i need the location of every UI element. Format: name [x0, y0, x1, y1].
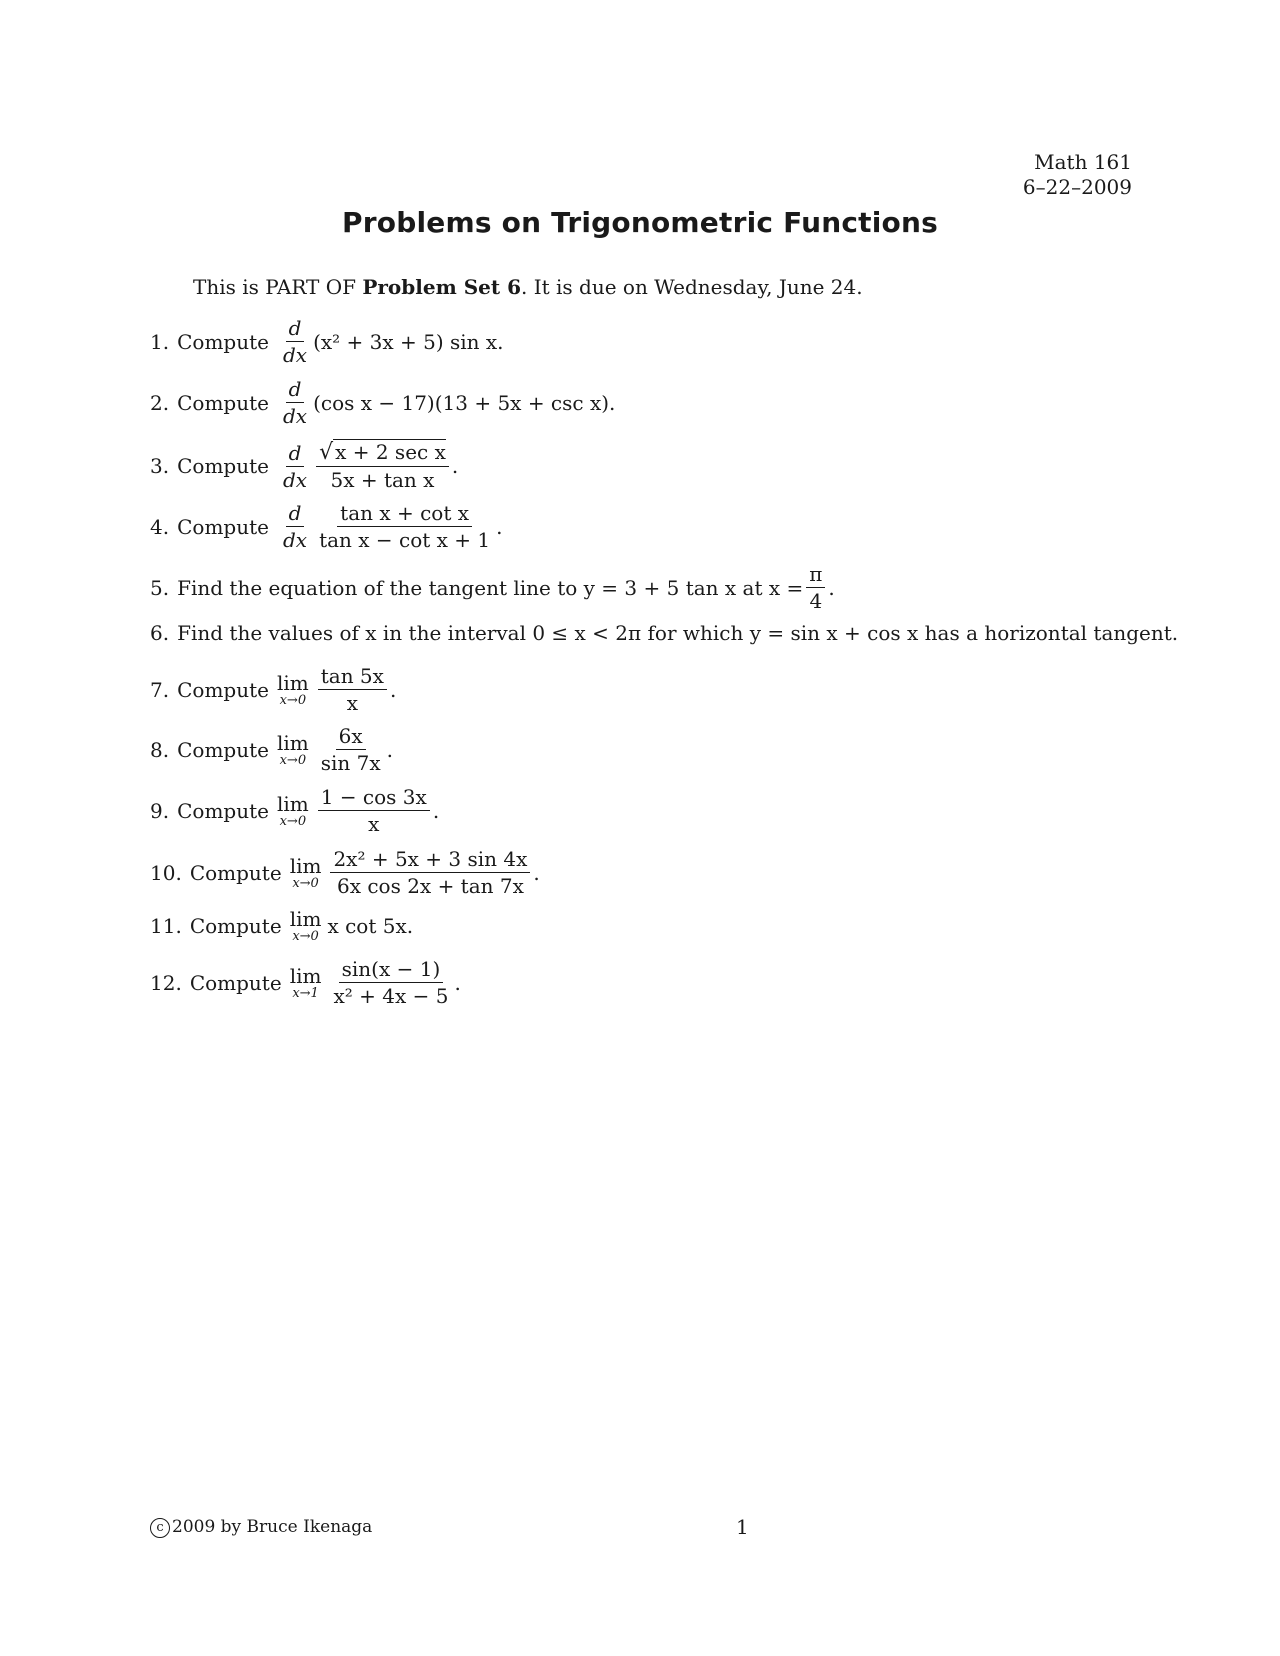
problem-verb: Compute — [177, 454, 269, 478]
derivative-operator — [280, 442, 310, 491]
problem-verb: Compute — [189, 914, 282, 938]
problem-number: 1. — [150, 329, 170, 354]
frac-denominator: sin 7x — [320, 751, 381, 775]
problem-expression: x cot 5x. — [327, 914, 414, 938]
problem-verb: Compute — [177, 737, 269, 762]
problem-expression: (cos x − 17)(13 + 5x + csc x). — [313, 390, 616, 415]
problem-number: 8. — [150, 737, 170, 762]
frac-numerator: π — [806, 563, 825, 588]
limit-operator — [277, 732, 309, 768]
problem-verb: Compute — [177, 390, 269, 415]
limit-label: lim — [276, 670, 309, 695]
problem-3 — [150, 441, 458, 491]
frac-denominator: 5x + tan x — [330, 468, 435, 492]
frac-denominator: dx — [282, 343, 308, 367]
frac-numerator: 6x — [336, 725, 366, 750]
problem-11 — [150, 908, 413, 944]
problem-10 — [150, 848, 540, 897]
problem-number: 5. — [150, 575, 170, 600]
problem-5 — [150, 563, 835, 612]
limit-operator — [277, 793, 309, 829]
limit-subscript: x→0 — [292, 875, 319, 891]
problem-number: 12. — [150, 970, 182, 995]
problem-number: 2. — [150, 390, 170, 415]
frac-numerator: d — [286, 378, 305, 403]
frac-numerator: d — [286, 317, 305, 342]
problem-12 — [150, 958, 461, 1007]
frac-denominator: 4 — [809, 589, 823, 613]
problem-verb: Compute — [177, 329, 269, 354]
quotient-fraction — [316, 502, 493, 551]
quotient-fraction — [316, 441, 449, 491]
problem-verb: Compute — [189, 970, 282, 995]
course-label: Math 161 — [1034, 150, 1132, 174]
problem-7 — [150, 665, 396, 714]
limit-subscript: x→0 — [279, 813, 307, 829]
page-title: Problems on Trigonometric Functions — [342, 206, 938, 239]
problem-text: Find the values of x in the interval 0 ≤ x < 2π for which y = sin x + cos x has a horizontal tangent. — [177, 621, 1179, 645]
problem-number: 3. — [150, 454, 170, 478]
problem-1 — [150, 317, 504, 366]
limit-operator — [290, 855, 322, 891]
problem-2 — [150, 378, 615, 427]
derivative-operator — [280, 378, 310, 427]
frac-denominator: dx — [282, 404, 308, 428]
frac-denominator: dx — [282, 467, 308, 492]
problem-verb: Compute — [189, 860, 282, 885]
limit-fraction — [330, 958, 451, 1007]
date-label: 6–22–2009 — [1022, 175, 1132, 199]
limit-subscript: x→0 — [292, 929, 319, 944]
problem-end: . — [386, 737, 393, 762]
copyright-text: 2009 by Bruce Ikenaga — [172, 1517, 373, 1537]
sqrt-content: x + 2 sec x — [335, 440, 446, 464]
problem-number: 9. — [150, 798, 170, 823]
frac-numerator: d — [286, 442, 305, 467]
copyright-notice — [150, 1517, 372, 1538]
limit-label: lim — [276, 730, 309, 755]
problem-text: Find the equation of the tangent line to y = 3 + 5 tan x at x = — [177, 575, 804, 600]
limit-operator — [290, 965, 322, 1001]
limit-fraction — [330, 848, 530, 897]
header-info — [1023, 150, 1132, 200]
problem-end: . — [533, 860, 540, 885]
problem-end: . — [451, 454, 459, 478]
limit-fraction — [318, 725, 384, 774]
frac-denominator: 6x cos 2x + tan 7x — [336, 874, 524, 898]
problem-verb: Compute — [177, 677, 269, 702]
problem-end: . — [454, 970, 461, 995]
limit-label: lim — [289, 907, 322, 931]
frac-numerator — [316, 441, 449, 467]
problem-end: . — [389, 677, 397, 702]
problem-expression: (x² + 3x + 5) sin x. — [313, 329, 504, 354]
frac-numerator: tan x + cot x — [337, 502, 472, 527]
frac-denominator: dx — [282, 528, 308, 552]
intro-text — [193, 275, 863, 299]
problem-number: 7. — [150, 677, 170, 702]
frac-denominator: x — [346, 691, 358, 715]
intro-after: . It is due on Wednesday, June 24. — [521, 275, 863, 299]
problem-end: . — [496, 514, 503, 539]
frac-numerator: 1 − cos 3x — [318, 786, 430, 811]
problem-9 — [150, 786, 439, 835]
frac-denominator: tan x − cot x + 1 — [319, 528, 491, 552]
page-number: 1 — [736, 1515, 749, 1539]
problem-end: . — [432, 798, 440, 823]
limit-operator — [290, 908, 322, 944]
limit-fraction — [318, 665, 387, 714]
frac-denominator: x — [368, 812, 380, 836]
limit-subscript: x→0 — [279, 692, 307, 708]
limit-operator — [277, 672, 309, 708]
frac-numerator: sin(x − 1) — [339, 958, 444, 983]
limit-label: lim — [289, 963, 322, 988]
problem-verb: Compute — [177, 798, 269, 823]
problem-4 — [150, 502, 503, 551]
sqrt-icon: √ — [319, 440, 334, 465]
frac-numerator: tan 5x — [318, 665, 387, 690]
pi-over-four — [806, 563, 825, 612]
problem-8 — [150, 725, 393, 774]
problem-number: 11. — [150, 914, 182, 938]
frac-numerator: 2x² + 5x + 3 sin 4x — [330, 848, 530, 873]
intro-bold: Problem Set 6 — [362, 275, 521, 299]
limit-subscript: x→0 — [279, 752, 307, 768]
problem-end: . — [828, 575, 835, 600]
limit-label: lim — [276, 791, 309, 816]
derivative-operator — [280, 502, 310, 551]
copyright-icon: c — [150, 1518, 170, 1538]
frac-numerator: d — [286, 502, 305, 527]
frac-denominator: x² + 4x − 5 — [333, 984, 449, 1008]
problem-6 — [150, 621, 1178, 645]
limit-label: lim — [289, 853, 322, 878]
intro-before: This is PART OF — [193, 275, 363, 299]
derivative-operator — [280, 317, 310, 366]
problem-number: 6. — [150, 621, 170, 645]
limit-subscript: x→1 — [292, 985, 319, 1001]
problem-number: 4. — [150, 514, 170, 539]
problem-verb: Compute — [177, 514, 269, 539]
limit-fraction — [318, 786, 430, 835]
problem-number: 10. — [150, 860, 182, 885]
